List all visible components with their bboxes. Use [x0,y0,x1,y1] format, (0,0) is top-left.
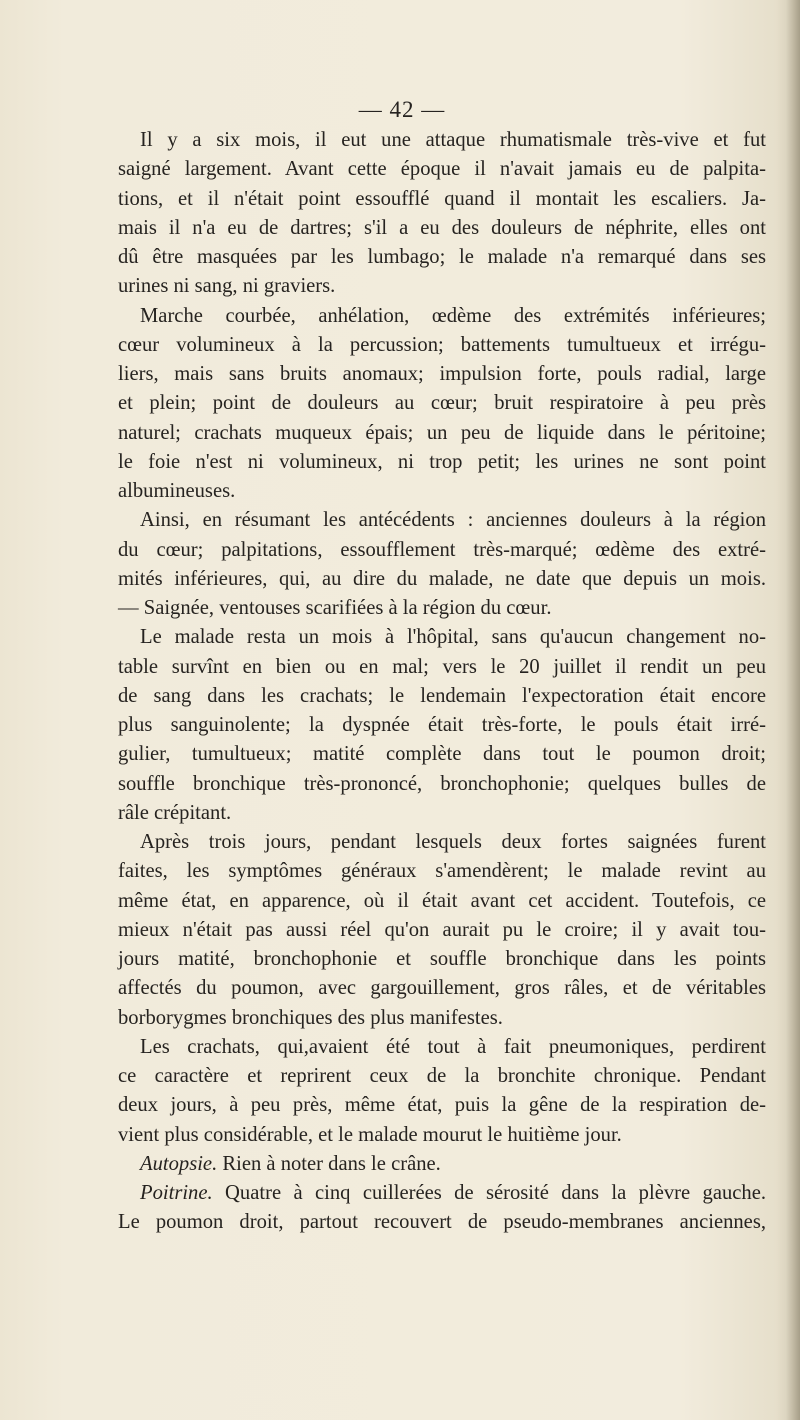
text-line: souffle bronchique très-prononcé, bronchophonie; quelques bulles de [118,772,766,795]
text-line: mieux n'était pas aussi réel qu'on aurait pu le croire; il y avait tou- [118,918,766,941]
text-line: Ainsi, en résumant les antécédents : anciennes douleurs à la région [140,509,766,532]
text-line: de sang dans les crachats; le lendemain l'expectoration était encore [118,684,766,707]
text-line: affectés du poumon, avec gargouillement, gros râles, et de véritables [118,977,766,1000]
text-line: plus sanguinolente; la dyspnée était très-forte, le pouls était irré- [118,714,766,736]
autopsie-text: Rien à noter dans le crâne. [217,1152,441,1175]
poitrine-line [118,1179,766,1208]
text-line: gulier, tumultueux; matité complète dans tout le poumon droit; [118,743,766,766]
autopsie-line [118,1150,766,1179]
text-line: Le poumon droit, partout recouvert de pseudo-membranes anciennes, [118,1211,766,1234]
text-line: le foie n'est ni volumineux, ni trop petit; les urines ne sont point [118,450,766,473]
text-line: jours matité, bronchophonie et souffle bronchique dans les points [118,948,766,970]
text-line: urines ni sang, ni graviers. [118,275,336,298]
poitrine-label: Poitrine. [140,1182,213,1204]
page-number: — 42 — [358,97,446,122]
text-line: mais il n'a eu de dartres; s'il a eu des douleurs de néphrite, elles ont [118,216,766,239]
text-line: Marche courbée, anhélation, œdème des extrémités inférieures; [140,304,766,327]
text-line: borborygmes bronchiques des plus manifestes. [118,1006,503,1029]
text-line: vient plus considérable, et le malade mourut le huitième jour. [118,1123,622,1146]
text-line: cœur volumineux à la percussion; battements tumultueux et irrégu- [118,333,766,356]
text-line: ce caractère et reprirent ceux de la bronchite chronique. Pendant [118,1065,766,1087]
text-line: Il y a six mois, il eut une attaque rhumatismale très-vive et fut [140,129,766,151]
autopsie-label: Autopsie. [140,1152,218,1175]
body-text [118,126,766,1238]
text-line: Les crachats, qui,avaient été tout à fait pneumoniques, perdirent [140,1035,766,1058]
text-line: tions, et il n'était point essoufflé quand il montait les escaliers. Ja- [118,187,766,210]
text-line: deux jours, à peu près, même état, puis la gêne de la respiration de- [118,1094,766,1117]
text-line: Le malade resta un mois à l'hôpital, sans qu'aucun changement no- [140,626,766,649]
text-line: naturel; crachats muqueux épais; un peu de liquide dans le péritoine; [118,421,766,444]
text-line: liers, mais sans bruits anomaux; impulsion forte, pouls radial, large [118,363,766,385]
text-line: albumineuses. [118,480,236,502]
page-edge-shadow [786,0,800,1420]
text-line: saigné largement. Avant cette époque il n'avait jamais eu de palpita- [118,158,766,181]
text-line: râle crépitant. [118,801,232,824]
text-line: du cœur; palpitations, essoufflement très-marqué; œdème des extré- [118,538,766,561]
text-line: faites, les symptômes généraux s'amendèrent; le malade revint au [118,860,766,883]
text-line: et plein; point de douleurs au cœur; bruit respiratoire à peu près [118,392,766,415]
text-line: table survînt en bien ou en mal; vers le 20 juillet il rendit un peu [118,655,766,678]
text-line: mités inférieures, qui, au dire du malade, ne date que depuis un mois. [118,567,766,590]
text-line: Après trois jours, pendant lesquels deux fortes saignées furent [140,831,766,853]
text-line: — Saignée, ventouses scarifiées à la région du cœur. [118,597,552,619]
text-line: même état, en apparence, où il était avant cet accident. Toutefois, ce [118,889,766,912]
poitrine-text: Quatre à cinq cuillerées de sérosité dans la plèvre gauche. [212,1182,766,1204]
text-line: dû être masquées par les lumbago; le malade n'a remarqué dans ses [118,246,766,268]
